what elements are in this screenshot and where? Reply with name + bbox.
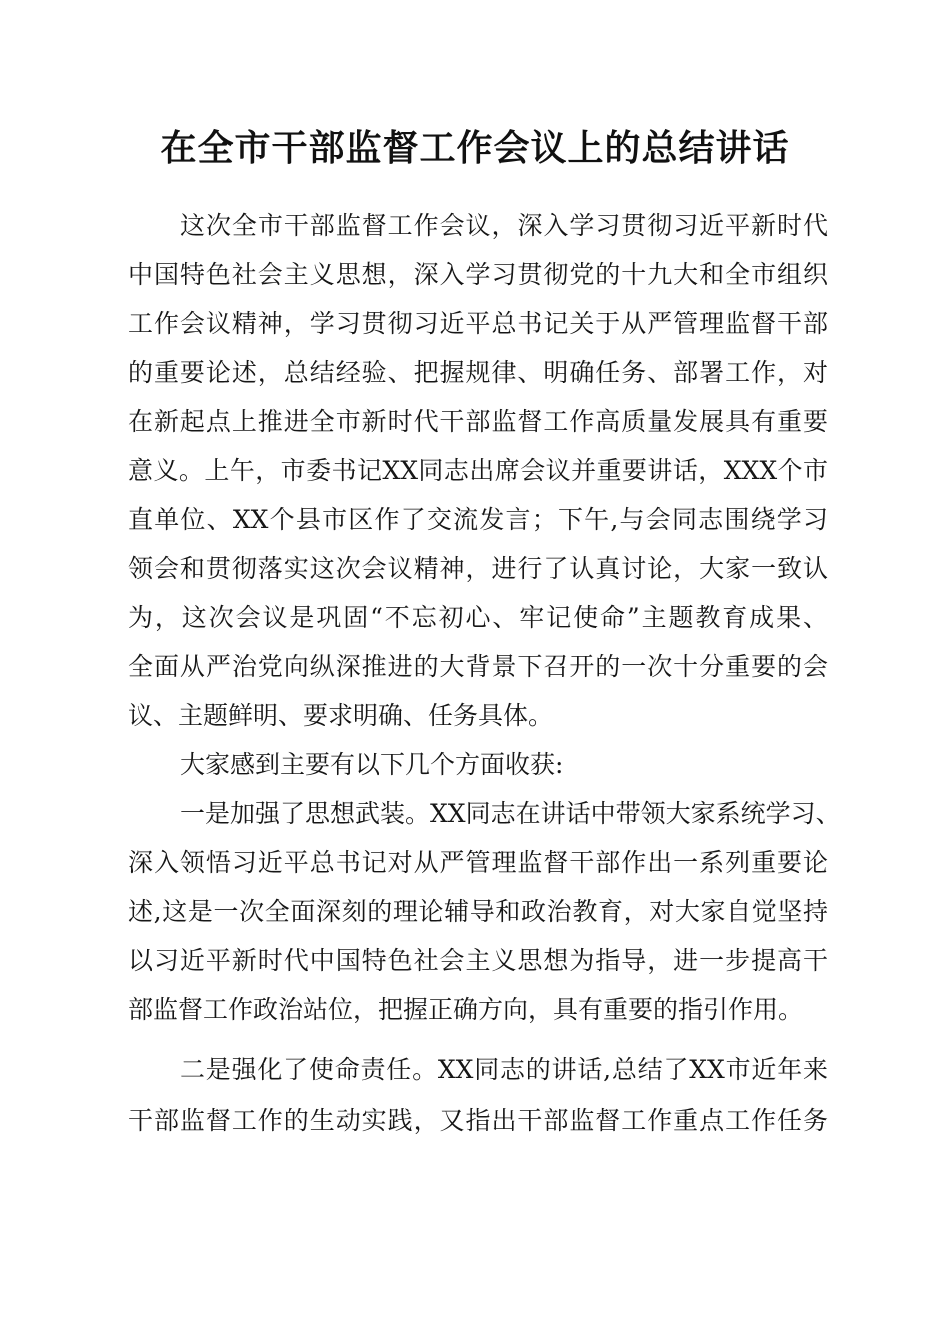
paragraph-line: 述,这是一次全面深刻的理论辅导和政治教育，对大家自觉坚持 [128, 897, 828, 926]
paragraph-line: 这次全市干部监督工作会议，深入学习贯彻习近平新时代 [180, 211, 828, 240]
paragraph-line: 大家感到主要有以下几个方面收获: [180, 750, 564, 779]
paragraph-line: 中国特色社会主义思想，深入学习贯彻党的十九大和全市组织 [128, 260, 828, 289]
paragraph-line: 直单位、XX个县市区作了交流发言；下午,与会同志围绕学习 [128, 505, 828, 534]
paragraph-line: 一是加强了思想武装。XX同志在讲话中带领大家系统学习、 [180, 799, 841, 828]
paragraph-line: 全面从严治党向纵深推进的大背景下召开的一次十分重要的会 [128, 652, 828, 681]
paragraph-line: 深入领悟习近平总书记对从严管理监督干部作出一系列重要论 [128, 848, 828, 877]
paragraph-line: 意义。上午，市委书记XX同志出席会议并重要讲话，XXX个市 [128, 456, 828, 485]
paragraph-line: 领会和贯彻落实这次会议精神，进行了认真讨论，大家一致认 [128, 554, 828, 583]
document-title: 在全市干部监督工作会议上的总结讲话 [160, 127, 790, 169]
paragraph-line: 工作会议精神，学习贯彻习近平总书记关于从严管理监督干部 [128, 309, 828, 338]
paragraph-line: 在新起点上推进全市新时代干部监督工作高质量发展具有重要 [128, 407, 828, 436]
paragraph-line: 以习近平新时代中国特色社会主义思想为指导，进一步提高干 [128, 946, 828, 975]
paragraph-line: 二是强化了使命责任。XX同志的讲话,总结了XX市近年来 [180, 1055, 828, 1084]
paragraph-line: 的重要论述，总结经验、把握规律、明确任务、部署工作，对 [128, 358, 828, 387]
paragraph-line: 为，这次会议是巩固“不忘初心、牢记使命”主题教育成果、 [128, 603, 828, 632]
paragraph-line: 部监督工作政治站位，把握正确方向，具有重要的指引作用。 [128, 995, 804, 1024]
paragraph-line: 议、主题鲜明、要求明确、任务具体。 [128, 701, 554, 730]
paragraph-line: 干部监督工作的生动实践，又指出干部监督工作重点工作任务 [128, 1106, 828, 1135]
